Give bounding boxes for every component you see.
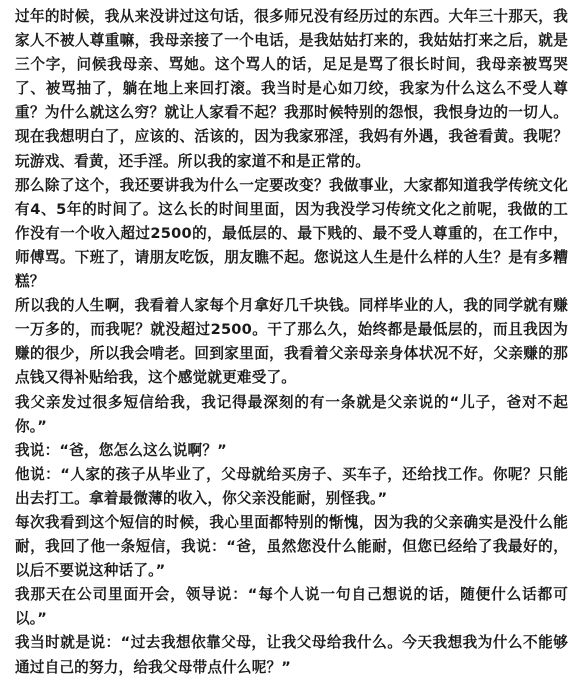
paragraph-my-reply: 我说：“爸，您怎么这么说啊？” bbox=[15, 441, 227, 459]
paragraph-father-says: 他说：“人家的孩子从毕业了，父母就给买房子、买车子，还给找工作。你呢？只能出去打工。拿着最微薄的收入，你父亲没能耐，别怪我。” bbox=[15, 465, 568, 507]
paragraph-father-sms: 我父亲发过很多短信给我，我记得最深刻的有一条就是父亲说的“儿子，爸对不起你。” bbox=[15, 393, 568, 435]
paragraph-my-words: 我当时就是说：“过去我想依靠父母，让我父母给我什么。今天我想我为什么不能够通过自己的努力，给我父母带点什么呢？” bbox=[15, 634, 568, 676]
paragraph-meeting: 我那天在公司里面开会，领导说：“每个人说一句自己想说的话，随便什么话都可以。” bbox=[15, 586, 568, 628]
paragraph-low-income: 所以我的人生啊，我看着人家每个月拿好几千块钱。同样毕业的人，我的同学就有赚一万多的，而我呢？就没超过2500。干了那么久，始终都是最低层的，而且我因为赚的很少，所以我会啃老。回到家里面，我看着父亲母亲身体状况不好，父亲赚的那点钱又得补贴给我，这个感觉就更难受了。 bbox=[15, 297, 568, 387]
paragraph-new-year-call: 过年的时候，我从来没讲过这句话，很多师兄没有经历过的东西。大年三十那天，我家人不被人尊重嘛，我母亲接了一个电话，是我姑姑打来的，我姑姑打来之后，就是三个字，问候我母亲、骂她。这个骂人的话，足足是骂了很长时间，我母亲被骂哭了、被骂抽了，躺在地上来回打滚。我当时是心如刀绞，我家为什么这么不受人尊重？为什么就这么穷？就让人家看不起？我那时候特别的怨恨，我恨身边的一切人。现在我想明白了，应该的、活该的，因为我家邪淫，我妈有外遇，我爸看黄。我呢？玩游戏、看黄，还手淫。所以我的家道不和是正常的。 bbox=[15, 8, 568, 170]
paragraph-career-change: 那么除了这个，我还要讲我为什么一定要改变？我做事业，大家都知道我学传统文化有4、5年的时间了。这么长的时间里面，因为我没学习传统文化之前呢，我做的工作没有一个收入超过2500的，最低层的、最下贱的、最不受人尊重的，在工作中，师傅骂。下班了，请朋友吃饭，朋友瞧不起。您说这人生是什么样的人生？是有多糟糕？ bbox=[15, 176, 568, 291]
paragraph-ashamed: 每次我看到这个短信的时候，我心里面都特别的惭愧，因为我的父亲确实是没什么能耐，我回了他一条短信，我说：“爸，虽然您没什么能耐，但您已经给了我最好的，以后不要说这种话了。” bbox=[15, 513, 568, 580]
